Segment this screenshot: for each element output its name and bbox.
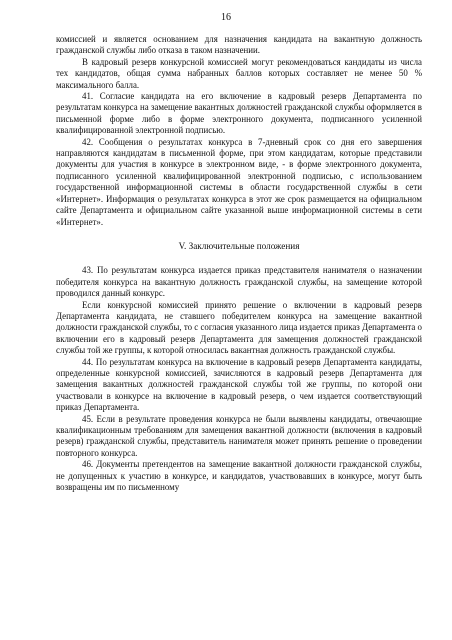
page-number: 16	[221, 12, 231, 23]
paragraph: 43. По результатам конкурса издается приказ представителя нанимателя о назначении победителя конкурса на вакантную должность гражданской службы, на замещение которой проводился данный конкурс.	[56, 265, 422, 299]
paragraphs-after-section	[56, 265, 422, 493]
paragraph: 41. Согласие кандидата на его включение в кадровый резерв Департамента по результатам конкурса на замещение вакантных должностей гражданской службы оформляется в письменной форме либо в форме электронного документа, подписанного усиленной квалифицированной электронной подписью.	[56, 91, 422, 136]
paragraph: Если конкурсной комиссией принято решение о включении в кадровый резерв Департамента кандидата, не ставшего победителем конкурса на замещение вакантной должности гражданской службы, то с согласия указанного лица издается приказ Департамента о включении его в кадровый резерв Департамента для замещения должностей гражданской службы той же группы, к которой относилась вакантная должность гражданской службы.	[56, 299, 422, 356]
paragraph: 44. По результатам конкурса на включение в кадровый резерв Департамента кандидаты, определенные конкурсной комиссией, зачисляются в кадровый резерв Департамента для замещения вакантных должностей гражданской службы той же группы, по которой они участвовали в конкурсе на включение в кадровый резерв, о чем издается соответствующий приказ Департамента.	[56, 356, 422, 413]
paragraph: 46. Документы претендентов на замещение вакантной должности гражданской службы, не допущенных к участию в конкурсе, и кандидатов, участвовавших в конкурсе, могут быть возвращены им по письменному	[56, 459, 422, 493]
paragraph: 45. Если в результате проведения конкурса не были выявлены кандидаты, отвечающие квалификационным требованиям для замещения вакантной должности (включения в кадровый резерв) гражданской службы, представитель нанимателя может принять решение о проведении повторного конкурса.	[56, 413, 422, 458]
paragraph: комиссией и является основанием для назначения кандидата на вакантную должность гражданской службы либо отказа в таком назначении.	[56, 34, 422, 56]
document-body	[56, 34, 422, 493]
paragraph: В кадровый резерв конкурсной комиссией могут рекомендоваться кандидаты из числа тех кандидатов, общая сумма набранных баллов которых составляет не менее 50 % максимального балла.	[56, 56, 422, 90]
paragraph: 42. Сообщения о результатах конкурса в 7-дневный срок со дня его завершения направляются кандидатам в письменной форме, при этом кандидатам, которые представили документы для участия в конкурсе в электронном виде, - в форме электронного документа, подписанного усиленной квалифицированной электронной подписью, с использованием государственной информационной системы в области государственной службы в сети «Интернет». Информация о результатах конкурса в этот же срок размещается на официальном сайте Департамента и официальном сайте указанной выше информационной системы в сети «Интернет».	[56, 136, 422, 227]
section-title: V. Заключительные положения	[178, 240, 300, 251]
paragraphs-before-section	[56, 34, 422, 228]
